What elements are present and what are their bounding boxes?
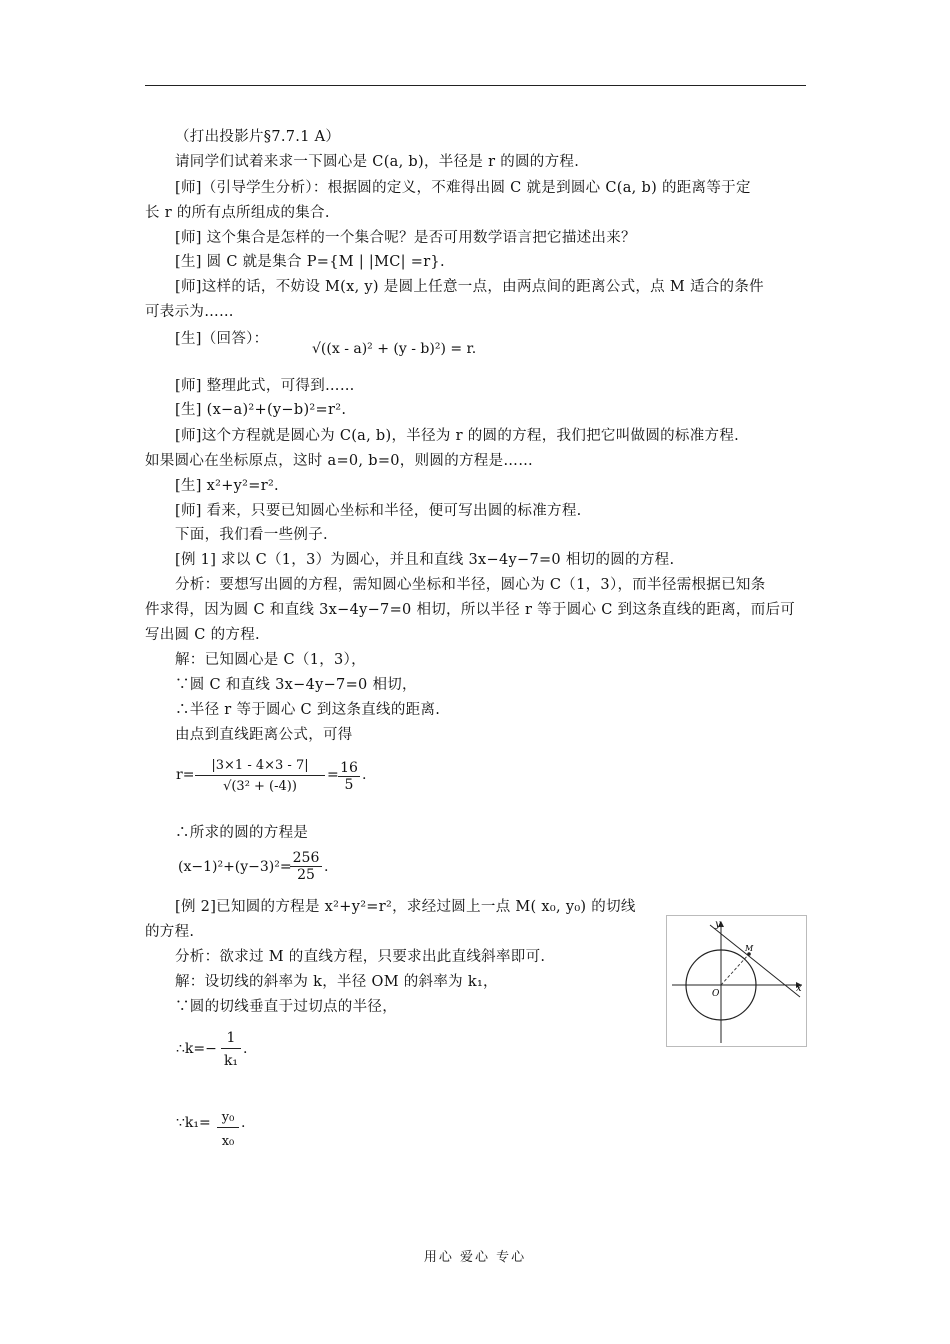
text-line: [生]（回答）： <box>175 331 269 347</box>
text-line: [生] 圆 C 就是集合 P={M | |MC| =r}. <box>175 254 445 270</box>
text-line: （打出投影片§7.7.1 A） <box>175 129 341 145</box>
text-line: 下面，我们看一些例子. <box>175 527 328 543</box>
page-footer: 用心 爱心 专心 <box>423 1250 527 1265</box>
circle-denominator: 25 <box>297 867 315 883</box>
text-line: 的方程. <box>145 924 195 940</box>
r-fraction <box>195 758 325 794</box>
k1-denominator: x₀ <box>221 1134 235 1149</box>
text-line: 请同学们试着来求一下圆心是 C(a, b)，半径是 r 的圆的方程. <box>175 154 580 170</box>
text-line: 解：已知圆心是 C（1，3）， <box>175 652 366 668</box>
r-denominator: √(3² + (-4)) <box>223 779 297 794</box>
text-line: 分析：欲求过 M 的直线方程，只要求出此直线斜率即可. <box>175 949 546 965</box>
period: . <box>362 767 367 783</box>
m-label: M <box>745 944 754 953</box>
r-numerator: |3×1 - 4×3 - 7| <box>195 758 325 776</box>
text-line: [师] 整理此式，可得到…… <box>175 378 355 394</box>
text-line: [师] 看来，只要已知圆心坐标和半径，便可写出圆的标准方程. <box>175 503 582 519</box>
period: . <box>243 1041 248 1057</box>
header-rule <box>145 85 806 86</box>
text-line: ∵圆 C 和直线 3x−4y−7=0 相切， <box>175 677 417 693</box>
period: . <box>241 1115 246 1131</box>
text-line: 写出圆 C 的方程. <box>145 627 260 643</box>
k-numerator: 1 <box>221 1030 241 1049</box>
origin-label: O <box>712 989 720 999</box>
figure-frame <box>667 916 807 1047</box>
text-line: 由点到直线距离公式，可得 <box>175 727 353 743</box>
circle-numerator: 256 <box>290 850 322 867</box>
text-line: 解：设切线的斜率为 k，半径 OM 的斜率为 k₁， <box>175 974 498 990</box>
text-line: ∴半径 r 等于圆心 C 到这条直线的距离. <box>175 702 441 718</box>
text-line: [师]（引导学生分析）：根据圆的定义，不难得出圆 C 就是到圆心 C(a, b) 的距离等于定 <box>175 180 751 196</box>
equals-sign: = <box>327 767 339 783</box>
k-label: ∴k=− <box>176 1041 217 1057</box>
text-line: ∵圆的切线垂直于过切点的半径， <box>175 999 397 1015</box>
text-line: 如果圆心在坐标原点，这时 a=0, b=0，则圆的方程是…… <box>145 453 534 469</box>
r-label: r= <box>176 767 195 783</box>
distance-formula: √((x - a)² + (y - b)²) = r. <box>312 341 477 357</box>
period: . <box>324 859 329 875</box>
tangent-figure <box>666 915 807 1047</box>
text-line: 长 r 的所有点所组成的集合. <box>145 205 330 221</box>
r-value-numerator: 16 <box>338 760 360 777</box>
y-axis-label: y <box>715 919 721 930</box>
k-fraction <box>221 1030 241 1069</box>
circle-fraction <box>290 850 322 883</box>
k-denominator: k₁ <box>223 1053 239 1069</box>
text-line: 件求得，因为圆 C 和直线 3x−4y−7=0 相切，所以半径 r 等于圆心 C 到这条直线的距离，而后可 <box>145 602 796 618</box>
circle-lhs: (x−1)²+(y−3)²= <box>178 859 292 875</box>
text-line: 可表示为…… <box>145 304 234 320</box>
text-line: 分析：要想写出圆的方程，需知圆心坐标和半径，圆心为 C（1，3），而半径需根据已知条 <box>175 577 766 593</box>
text-line: [师]这样的话，不妨设 M(x, y) 是圆上任意一点，由两点间的距离公式，点 M 适合的条件 <box>175 279 764 295</box>
text-line: [例 1] 求以 C（1，3）为圆心，并且和直线 3x−4y−7=0 相切的圆的方程. <box>175 552 675 568</box>
text-line: [例 2]已知圆的方程是 x²+y²=r²，求经过圆上一点 M( x₀, y₀) 的切线 <box>175 899 636 915</box>
x-axis-label: x <box>796 983 802 994</box>
k1-numerator: y₀ <box>217 1110 239 1128</box>
r-value-denominator: 5 <box>344 777 354 793</box>
k1-label: ∵k₁= <box>176 1115 211 1131</box>
text-line: ∴所求的圆的方程是 <box>175 825 309 841</box>
text-line: [生] (x−a)²+(y−b)²=r². <box>175 402 347 418</box>
r-value-fraction <box>338 760 360 793</box>
text-line: [生] x²+y²=r². <box>175 478 279 494</box>
text-line: [师]这个方程就是圆心为 C(a, b)，半径为 r 的圆的方程，我们把它叫做圆的标准方程. <box>175 428 740 444</box>
k1-fraction <box>217 1110 239 1149</box>
text-line: [师] 这个集合是怎样的一个集合呢？是否可用数学语言把它描述出来？ <box>175 230 636 246</box>
